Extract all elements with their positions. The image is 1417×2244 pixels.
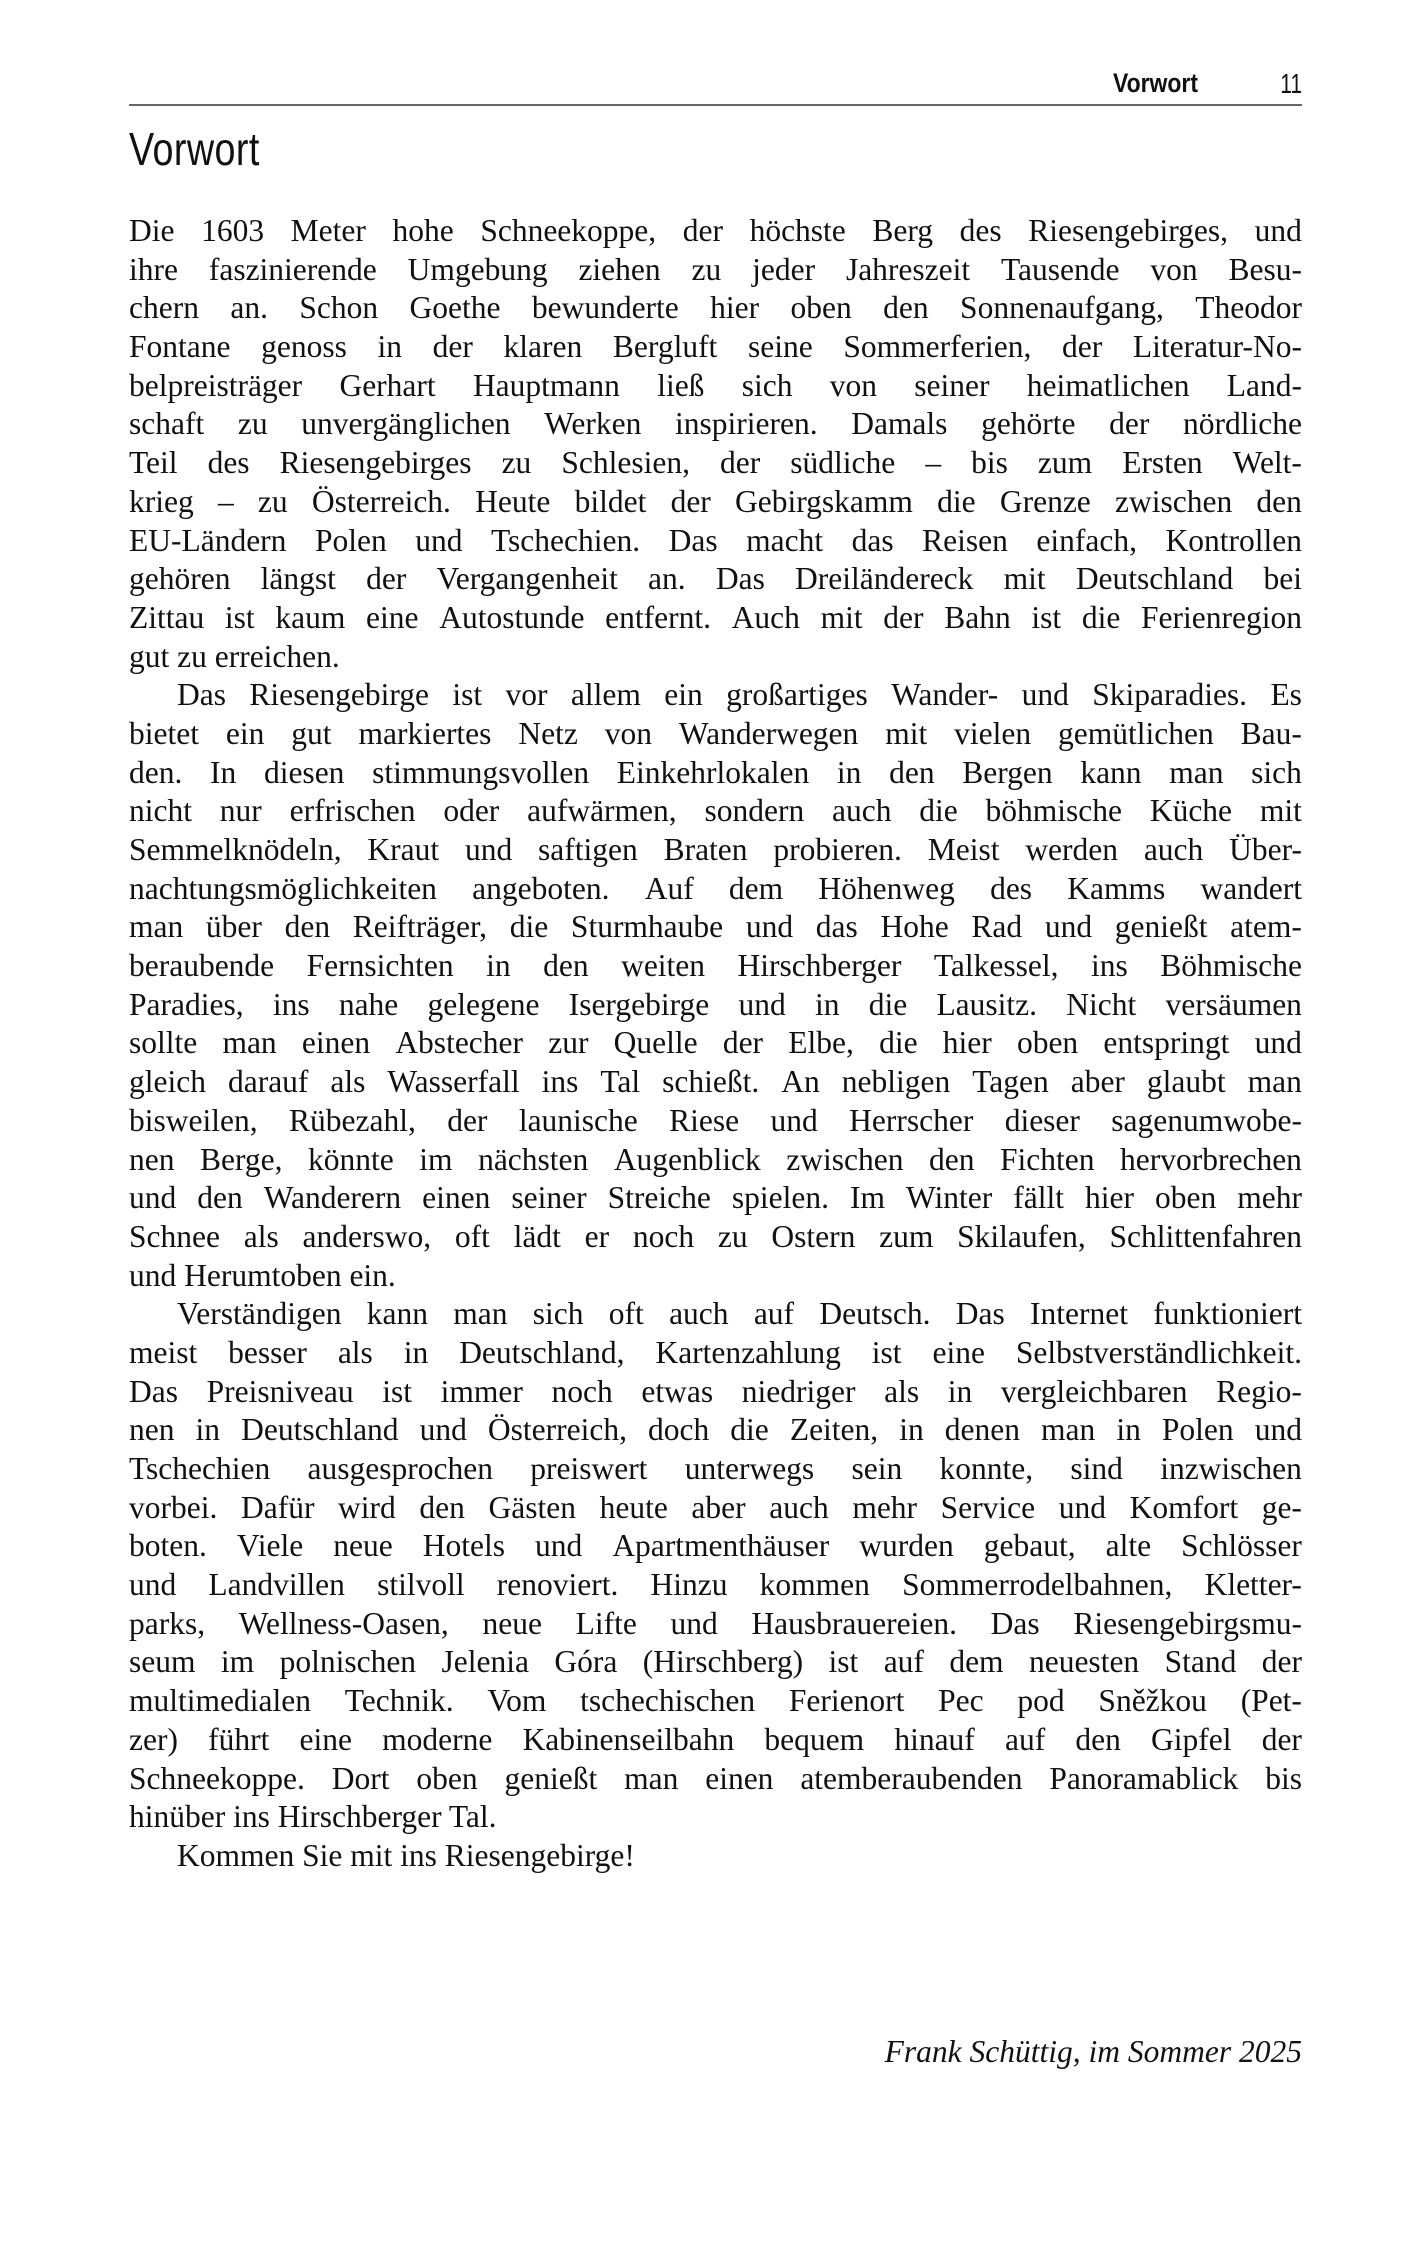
paragraph bbox=[129, 212, 1302, 676]
text-line: multimedialen Technik. Vom tschechischen Ferienort Pec pod Sněžkou (Pet- bbox=[129, 1683, 1302, 1719]
text-line: seum im polnischen Jelenia Góra (Hirschberg) ist auf dem neuesten Stand der bbox=[129, 1644, 1302, 1680]
text-line: chern an. Schon Goethe bewunderte hier oben den Sonnenaufgang, Theodor bbox=[129, 290, 1302, 326]
text-line: EU-Ländern Polen und Tschechien. Das macht das Reisen einfach, Kontrollen bbox=[129, 522, 1302, 558]
text-line: Teil des Riesengebirges zu Schlesien, der südliche – bis zum Ersten Welt- bbox=[129, 445, 1302, 481]
text-line: den. In diesen stimmungsvollen Einkehrlokalen in den Bergen kann man sich bbox=[129, 754, 1302, 790]
text-line: Das Riesengebirge ist vor allem ein großartiges Wander- und Skiparadies. Es bbox=[177, 677, 1302, 713]
text-line: Zittau ist kaum eine Autostunde entfernt. Auch mit der Bahn ist die Ferienregion bbox=[129, 599, 1302, 635]
text-line: gehören längst der Vergangenheit an. Das Dreiländereck mit Deutschland bei bbox=[129, 561, 1302, 597]
text-line: Schneekoppe. Dort oben genießt man einen atemberaubenden Panoramablick bis bbox=[129, 1760, 1302, 1796]
text-line: ihre faszinierende Umgebung ziehen zu jeder Jahreszeit Tausende von Besu- bbox=[129, 251, 1302, 287]
text-line: nen in Deutschland und Österreich, doch die Zeiten, in denen man in Polen und bbox=[129, 1412, 1302, 1448]
text-line: und Landvillen stilvoll renoviert. Hinzu kommen Sommerrodelbahnen, Kletter- bbox=[129, 1567, 1302, 1603]
paragraph bbox=[129, 1837, 1302, 1876]
text-line: hinüber ins Hirschberger Tal. bbox=[129, 1799, 497, 1835]
text-line: zer) führt eine moderne Kabinenseilbahn bequem hinauf auf den Gipfel der bbox=[129, 1721, 1302, 1757]
page-number: 11 bbox=[1280, 68, 1302, 99]
text-line: nachtungsmöglichkeiten angeboten. Auf dem Höhenweg des Kamms wandert bbox=[129, 870, 1302, 906]
text-line: Das Preisniveau ist immer noch etwas niedriger als in vergleichbaren Regio- bbox=[129, 1373, 1302, 1409]
text-line: parks, Wellness-Oasen, neue Lifte und Hausbrauereien. Das Riesengebirgsmu- bbox=[129, 1605, 1302, 1641]
text-line: gleich darauf als Wasserfall ins Tal schießt. An nebligen Tagen aber glaubt man bbox=[129, 1064, 1302, 1100]
paragraph bbox=[129, 1295, 1302, 1837]
text-line: sollte man einen Abstecher zur Quelle der Elbe, die hier oben entspringt und bbox=[129, 1025, 1302, 1061]
text-line: und Herumtoben ein. bbox=[129, 1257, 396, 1293]
page-title: Vorwort bbox=[129, 123, 260, 175]
paragraph bbox=[129, 676, 1302, 1295]
text-line: Semmelknödeln, Kraut und saftigen Braten probieren. Meist werden auch Über- bbox=[129, 832, 1302, 867]
text-line: schaft zu unvergänglichen Werken inspirieren. Damals gehörte der nördliche bbox=[129, 406, 1302, 442]
text-line: nicht nur erfrischen oder aufwärmen, sondern auch die böhmische Küche mit bbox=[129, 793, 1302, 829]
text-line: beraubende Fernsichten in den weiten Hirschberger Talkessel, ins Böhmische bbox=[129, 948, 1302, 984]
running-header-title: Vorwort bbox=[1113, 68, 1198, 98]
header-rule bbox=[129, 104, 1302, 106]
text-line: Schnee als anderswo, oft lädt er noch zu Ostern zum Skilaufen, Schlittenfahren bbox=[129, 1218, 1302, 1254]
text-line: nen Berge, könnte im nächsten Augenblick zwischen den Fichten hervorbrechen bbox=[129, 1141, 1302, 1177]
text-line: Fontane genoss in der klaren Bergluft seine Sommerferien, der Literatur-No- bbox=[129, 329, 1302, 365]
text-line: boten. Viele neue Hotels und Apartmenthäuser wurden gebaut, alte Schlösser bbox=[129, 1528, 1302, 1564]
text-line: bietet ein gut markiertes Netz von Wanderwegen mit vielen gemütlichen Bau- bbox=[129, 715, 1302, 751]
body-text bbox=[129, 212, 1302, 1876]
text-line: meist besser als in Deutschland, Kartenzahlung ist eine Selbstverständlichkeit. bbox=[129, 1334, 1302, 1370]
text-line: Tschechien ausgesprochen preiswert unterwegs sein konnte, sind inzwischen bbox=[129, 1451, 1302, 1486]
running-header bbox=[129, 68, 1302, 104]
text-line: Die 1603 Meter hohe Schneekoppe, der höchste Berg des Riesengebirges, und bbox=[129, 213, 1302, 248]
text-line: man über den Reifträger, die Sturmhaube und das Hohe Rad und genießt atem- bbox=[129, 909, 1302, 945]
author-signature: Frank Schüttig, im Sommer 2025 bbox=[884, 2034, 1302, 2069]
text-line: belpreisträger Gerhart Hauptmann ließ sich von seiner heimatlichen Land- bbox=[129, 367, 1302, 403]
text-line: krieg – zu Österreich. Heute bildet der Gebirgskamm die Grenze zwischen den bbox=[129, 483, 1302, 519]
text-line: Kommen Sie mit ins Riesengebirge! bbox=[177, 1837, 635, 1873]
text-line: Paradies, ins nahe gelegene Isergebirge und in die Lausitz. Nicht versäumen bbox=[129, 986, 1302, 1022]
text-line: vorbei. Dafür wird den Gästen heute aber auch mehr Service und Komfort ge- bbox=[129, 1489, 1302, 1525]
text-line: gut zu erreichen. bbox=[129, 638, 340, 674]
text-line: und den Wanderern einen seiner Streiche spielen. Im Winter fällt hier oben mehr bbox=[129, 1180, 1302, 1216]
text-line: bisweilen, Rübezahl, der launische Riese und Herrscher dieser sagenumwobe- bbox=[129, 1102, 1302, 1138]
text-line: Verständigen kann man sich oft auch auf Deutsch. Das Internet funktioniert bbox=[177, 1296, 1302, 1332]
